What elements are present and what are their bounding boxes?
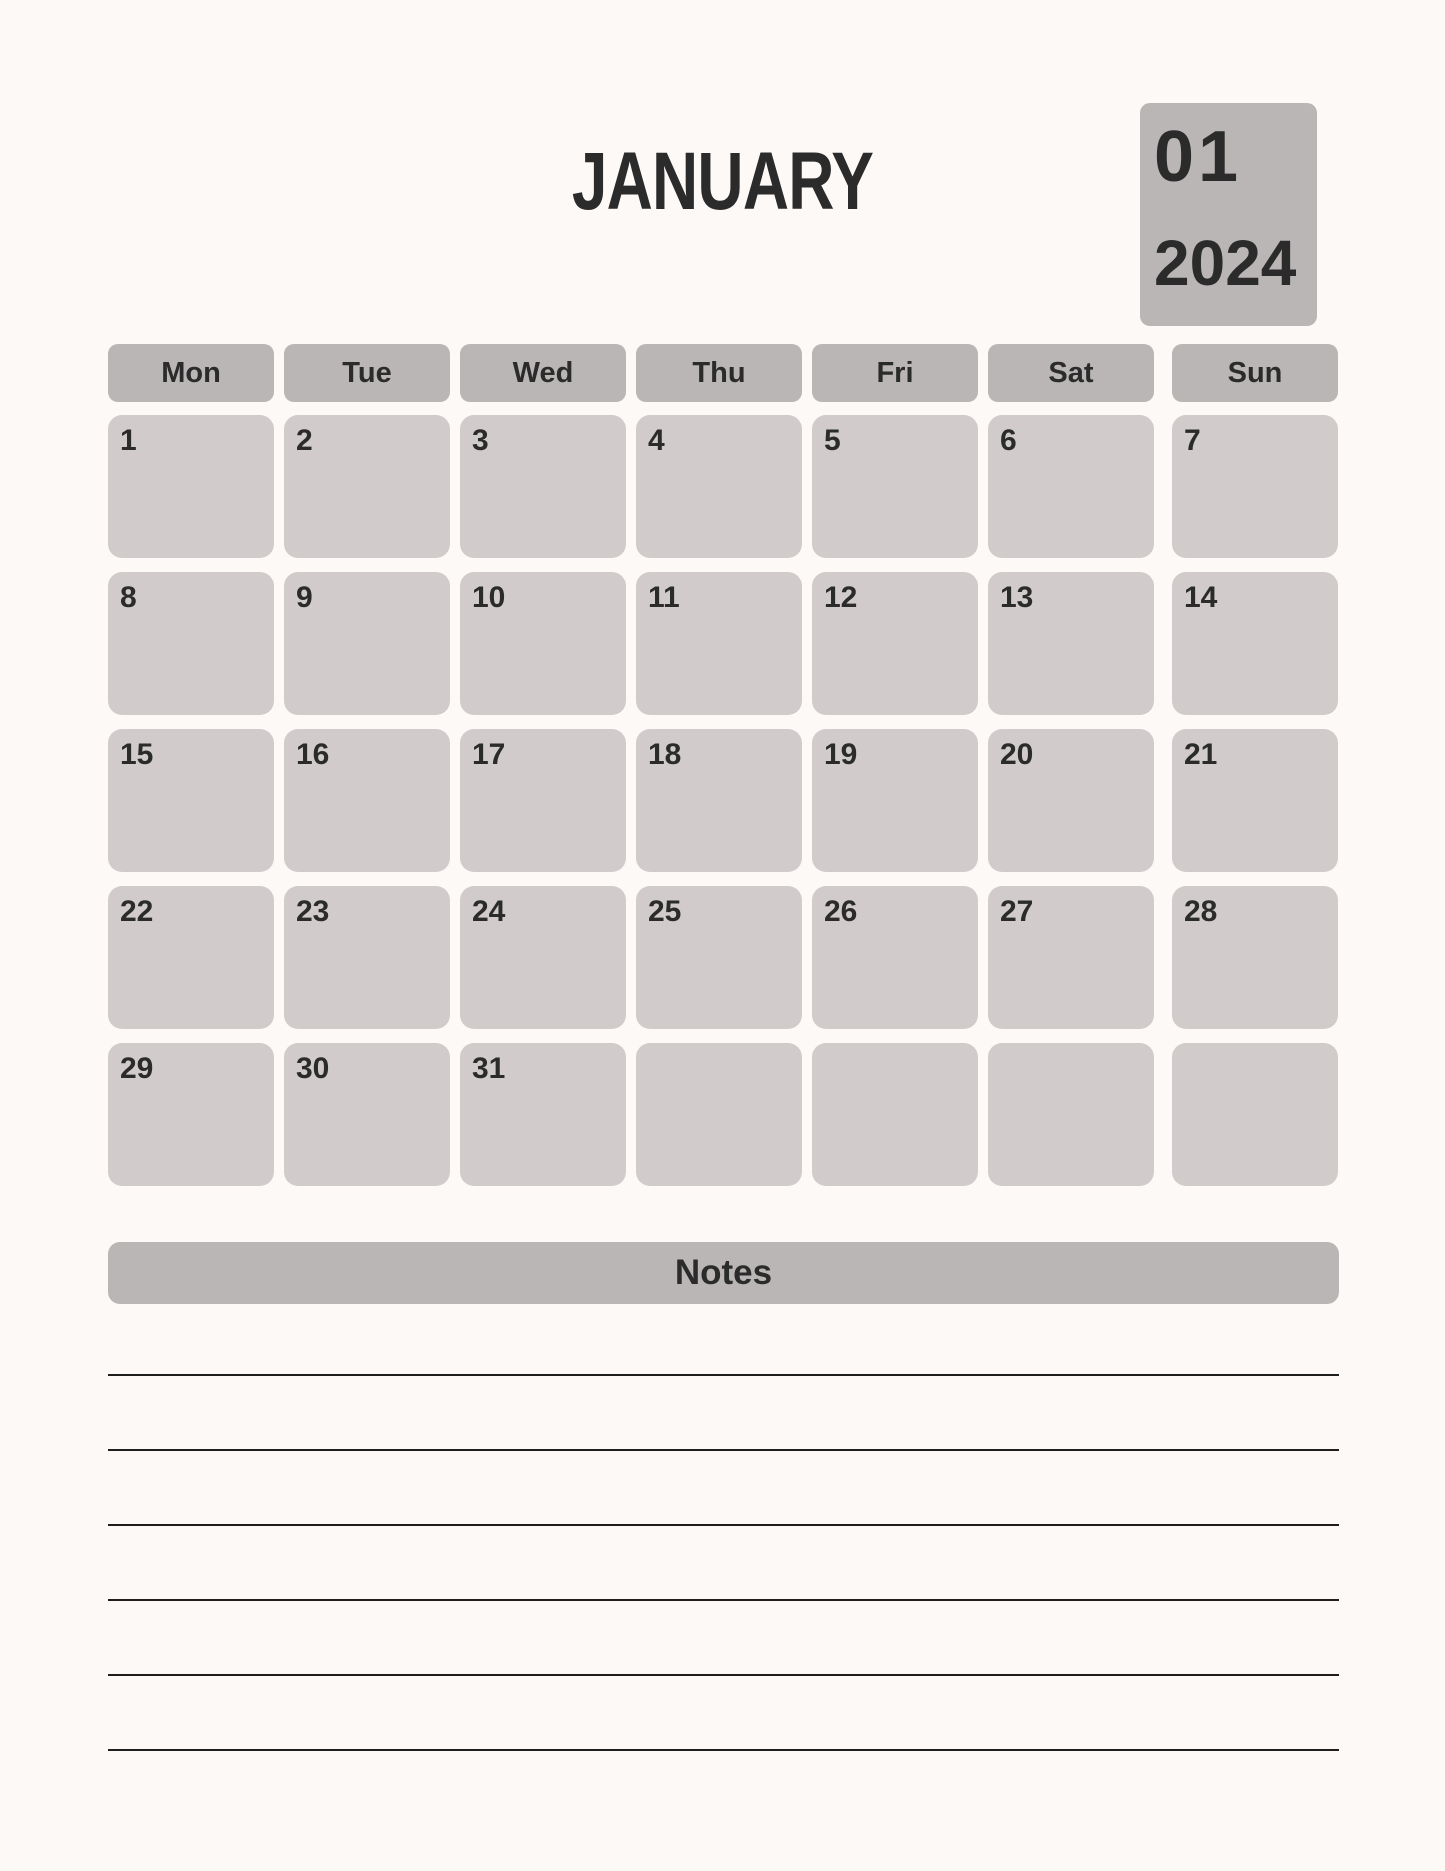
day-cell[interactable] bbox=[460, 572, 626, 715]
day-cell-empty[interactable] bbox=[636, 1043, 802, 1186]
day-cell[interactable] bbox=[812, 886, 978, 1029]
day-cell[interactable] bbox=[1172, 729, 1338, 872]
day-cell[interactable] bbox=[636, 572, 802, 715]
day-cell[interactable] bbox=[284, 1043, 450, 1186]
day-cell[interactable] bbox=[108, 1043, 274, 1186]
day-cell[interactable] bbox=[812, 572, 978, 715]
day-cell[interactable] bbox=[812, 415, 978, 558]
day-number: 14 bbox=[1184, 581, 1218, 614]
day-number: 1 bbox=[120, 424, 137, 457]
day-number: 7 bbox=[1184, 424, 1201, 457]
day-number: 20 bbox=[1000, 738, 1034, 771]
weekday-header-tue: Tue bbox=[284, 344, 450, 402]
day-number: 21 bbox=[1184, 738, 1218, 771]
weekday-header-sun: Sun bbox=[1172, 344, 1338, 402]
day-number: 6 bbox=[1000, 424, 1017, 457]
day-number: 23 bbox=[296, 895, 330, 928]
day-number: 26 bbox=[824, 895, 858, 928]
day-cell[interactable] bbox=[284, 572, 450, 715]
day-cell-empty[interactable] bbox=[1172, 1043, 1338, 1186]
day-number: 22 bbox=[120, 895, 154, 928]
weekday-header-mon: Mon bbox=[108, 344, 274, 402]
note-line[interactable] bbox=[108, 1524, 1339, 1526]
day-number: 30 bbox=[296, 1052, 330, 1085]
weekday-header-thu: Thu bbox=[636, 344, 802, 402]
note-line[interactable] bbox=[108, 1374, 1339, 1376]
day-cell[interactable] bbox=[460, 415, 626, 558]
day-number: 11 bbox=[648, 581, 680, 614]
day-cell[interactable] bbox=[812, 729, 978, 872]
day-cell[interactable] bbox=[988, 415, 1154, 558]
day-cell[interactable] bbox=[284, 886, 450, 1029]
note-line[interactable] bbox=[108, 1674, 1339, 1676]
day-cell[interactable] bbox=[1172, 572, 1338, 715]
day-cell[interactable] bbox=[636, 415, 802, 558]
badge-year: 2024 bbox=[1154, 227, 1297, 299]
day-cell[interactable] bbox=[636, 729, 802, 872]
day-number: 9 bbox=[296, 581, 313, 614]
day-number: 24 bbox=[472, 895, 506, 928]
day-number: 4 bbox=[648, 424, 665, 457]
month-title: JANUARY bbox=[571, 136, 874, 227]
day-cell[interactable] bbox=[108, 886, 274, 1029]
day-cell[interactable] bbox=[988, 729, 1154, 872]
day-cell-empty[interactable] bbox=[988, 1043, 1154, 1186]
date-badge bbox=[1140, 103, 1317, 326]
day-cell-empty[interactable] bbox=[812, 1043, 978, 1186]
day-number: 5 bbox=[824, 424, 841, 457]
weekday-header-fri: Fri bbox=[812, 344, 978, 402]
day-number: 28 bbox=[1184, 895, 1218, 928]
badge-month-number: 01 bbox=[1154, 117, 1243, 197]
day-number: 25 bbox=[648, 895, 682, 928]
notes-header: Notes bbox=[108, 1242, 1339, 1304]
day-number: 29 bbox=[120, 1052, 154, 1085]
day-number: 15 bbox=[120, 738, 154, 771]
day-number: 8 bbox=[120, 581, 137, 614]
day-cell[interactable] bbox=[108, 729, 274, 872]
day-cell[interactable] bbox=[460, 886, 626, 1029]
day-cell[interactable] bbox=[284, 415, 450, 558]
day-cell[interactable] bbox=[108, 572, 274, 715]
day-cell[interactable] bbox=[108, 415, 274, 558]
weekday-header-sat: Sat bbox=[988, 344, 1154, 402]
day-number: 3 bbox=[472, 424, 489, 457]
day-number: 18 bbox=[648, 738, 682, 771]
day-cell[interactable] bbox=[988, 572, 1154, 715]
day-cell[interactable] bbox=[460, 1043, 626, 1186]
weekday-header-wed: Wed bbox=[460, 344, 626, 402]
day-cell[interactable] bbox=[1172, 886, 1338, 1029]
day-number: 16 bbox=[296, 738, 330, 771]
day-number: 19 bbox=[824, 738, 858, 771]
day-number: 27 bbox=[1000, 895, 1034, 928]
day-number: 10 bbox=[472, 581, 506, 614]
day-number: 13 bbox=[1000, 581, 1034, 614]
day-cell[interactable] bbox=[1172, 415, 1338, 558]
day-cell[interactable] bbox=[988, 886, 1154, 1029]
note-line[interactable] bbox=[108, 1749, 1339, 1751]
day-cell[interactable] bbox=[636, 886, 802, 1029]
day-cell[interactable] bbox=[284, 729, 450, 872]
day-number: 31 bbox=[472, 1052, 506, 1085]
note-line[interactable] bbox=[108, 1449, 1339, 1451]
day-number: 17 bbox=[472, 738, 506, 771]
day-cell[interactable] bbox=[460, 729, 626, 872]
day-number: 2 bbox=[296, 424, 313, 457]
note-line[interactable] bbox=[108, 1599, 1339, 1601]
day-number: 12 bbox=[824, 581, 858, 614]
